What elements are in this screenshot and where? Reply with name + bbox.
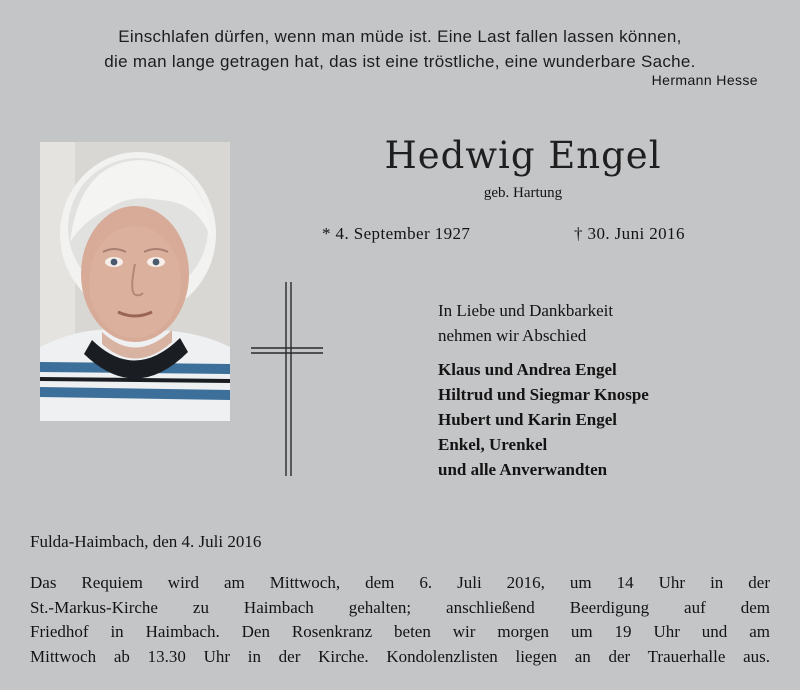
quote — [0, 24, 800, 74]
family-member: und alle Anverwandten — [438, 460, 608, 479]
notice-line: Friedhof in Haimbach. Den Rosenkranz beten wir morgen um 19 Uhr und am — [30, 622, 770, 641]
service-notice — [30, 571, 770, 669]
quote-line-2: die man lange getragen hat, das ist eine tröstliche, eine wunderbare Sache. — [104, 52, 696, 71]
death-date: † 30. Juni 2016 — [574, 224, 685, 243]
family-list — [438, 357, 649, 482]
deceased-name: Hedwig Engel — [384, 134, 662, 177]
cross-icon — [249, 280, 329, 480]
portrait-photo — [40, 142, 230, 421]
notice-line: Mittwoch ab 13.30 Uhr in der Kirche. Kondolenzlisten liegen an der Trauerhalle aus. — [30, 646, 770, 666]
family-member: Hubert und Karin Engel — [438, 410, 618, 429]
family-member: Hiltrud und Siegmar Knospe — [438, 385, 649, 404]
portrait-illustration — [40, 142, 230, 421]
family-member: Enkel, Urenkel — [438, 435, 548, 454]
birth-date: * 4. September 1927 — [322, 224, 471, 243]
notice-line: Das Requiem wird am Mittwoch, dem 6. Juli 2016, um 14 Uhr in der — [30, 573, 770, 592]
farewell-line-1: In Liebe und Dankbarkeit — [438, 301, 614, 320]
quote-author: Hermann Hesse — [651, 72, 758, 88]
notice-line: St.-Markus-Kirche zu Haimbach gehalten; anschließend Beerdigung auf dem — [30, 597, 770, 617]
quote-line-1: Einschlafen dürfen, wenn man müde ist. Eine Last fallen lassen können, — [118, 27, 682, 46]
place-date: Fulda-Haimbach, den 4. Juli 2016 — [30, 532, 262, 551]
farewell-text — [438, 298, 613, 348]
birth-name: geb. Hartung — [483, 185, 563, 201]
family-member: Klaus und Andrea Engel — [438, 360, 617, 379]
farewell-line-2: nehmen wir Abschied — [438, 326, 587, 345]
